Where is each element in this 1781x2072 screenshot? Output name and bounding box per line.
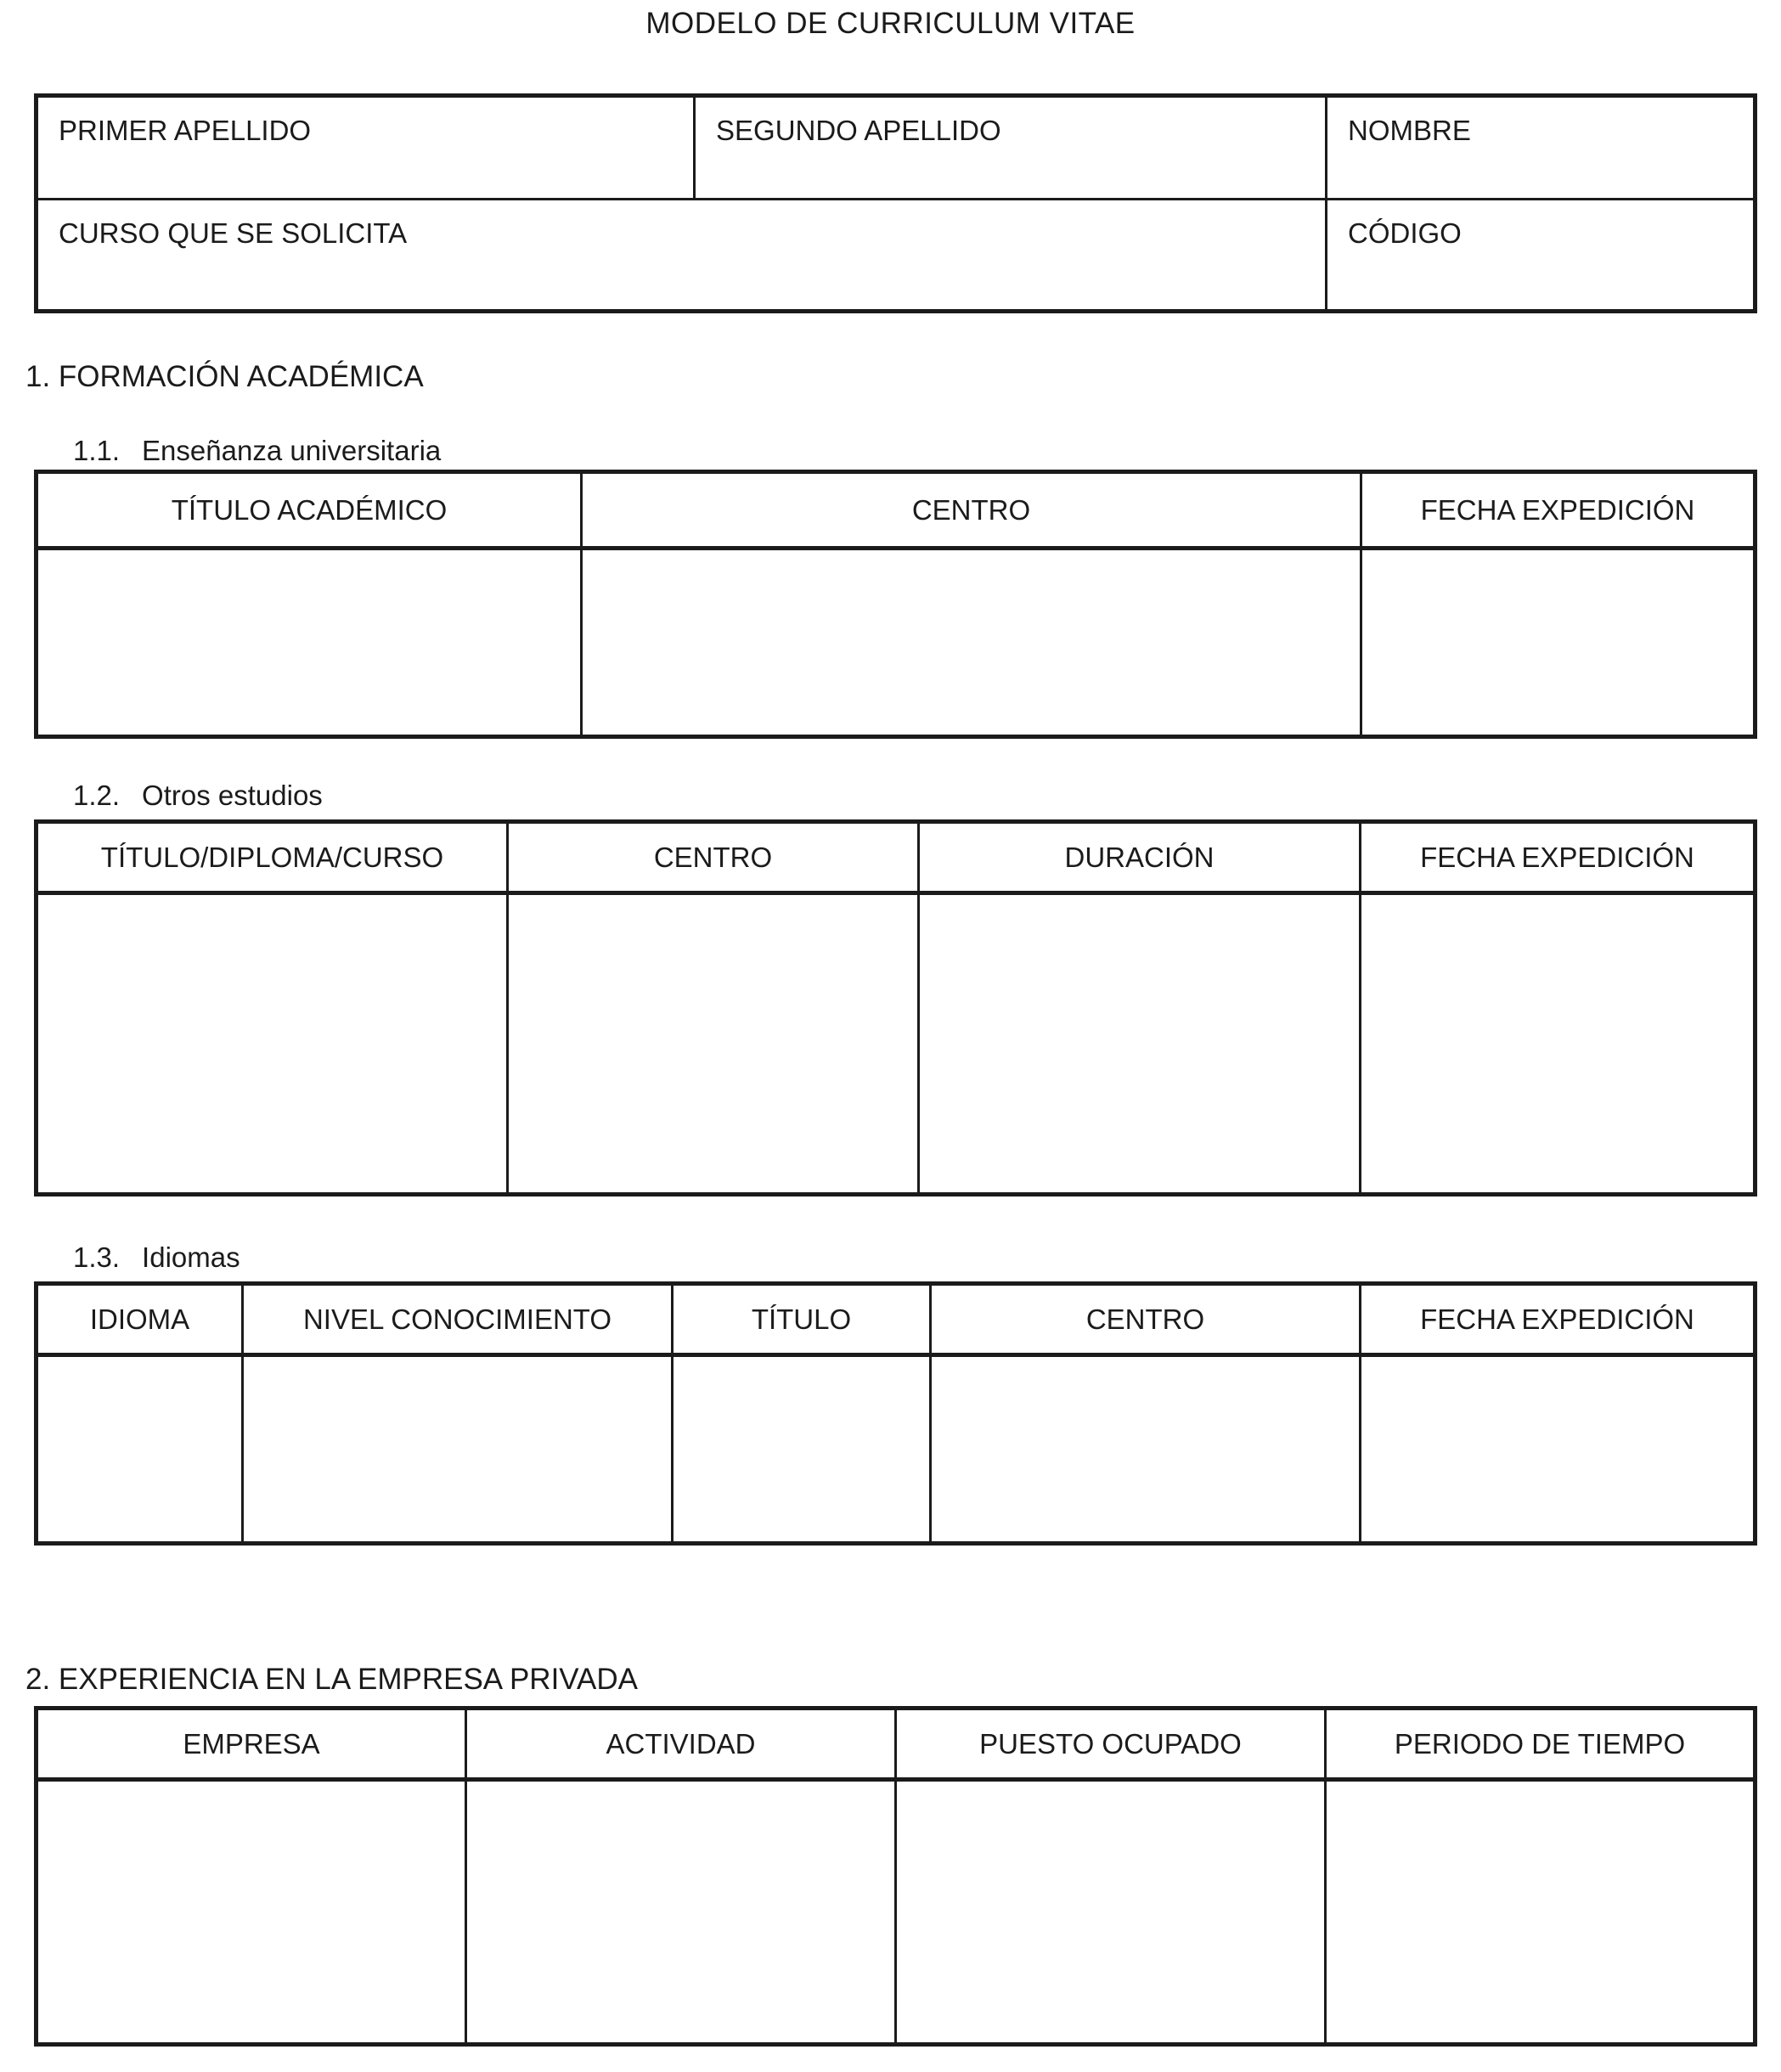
otros-estudios-table (34, 819, 1757, 1196)
table-header-row (37, 472, 1756, 549)
blank-cell (1361, 549, 1756, 737)
table-row (37, 96, 1756, 200)
table-header-row (37, 822, 1756, 893)
column-header-centro: CENTRO (931, 1284, 1361, 1355)
subsection-idiomas-heading (73, 1242, 240, 1274)
column-header-empresa: EMPRESA (37, 1709, 466, 1780)
column-header-puesto-ocupado: PUESTO OCUPADO (896, 1709, 1326, 1780)
blank-cell (896, 1780, 1326, 2045)
column-header-centro: CENTRO (582, 472, 1361, 549)
subsection-number: 1.3. (73, 1242, 121, 1273)
table-row (37, 1780, 1756, 2045)
blank-cell (1361, 893, 1756, 1195)
column-header-periodo-de-tiempo: PERIODO DE TIEMPO (1326, 1709, 1756, 1780)
field-primer-apellido: PRIMER APELLIDO (37, 96, 695, 200)
table-row (37, 549, 1756, 737)
column-header-duracion: DURACIÓN (919, 822, 1361, 893)
blank-cell (37, 549, 582, 737)
blank-cell (919, 893, 1361, 1195)
blank-cell (243, 1355, 673, 1544)
table-row (37, 200, 1756, 312)
column-header-titulo-academico: TÍTULO ACADÉMICO (37, 472, 582, 549)
column-header-fecha-expedicion: FECHA EXPEDICIÓN (1361, 1284, 1756, 1355)
section-experiencia-heading: 2. EXPERIENCIA EN LA EMPRESA PRIVADA (25, 1663, 639, 1696)
table-header-row (37, 1709, 1756, 1780)
column-header-titulo: TÍTULO (673, 1284, 931, 1355)
blank-cell (466, 1780, 896, 2045)
table-row (37, 1355, 1756, 1544)
field-curso-solicitado: CURSO QUE SE SOLICITA (37, 200, 1327, 312)
blank-cell (1326, 1780, 1756, 2045)
document-title: MODELO DE CURRICULUM VITAE (645, 7, 1136, 40)
experiencia-empresa-table (34, 1706, 1757, 2047)
subsection-label: Idiomas (142, 1242, 240, 1273)
table-header-row (37, 1284, 1756, 1355)
subsection-label: Otros estudios (142, 780, 323, 811)
column-header-centro: CENTRO (508, 822, 919, 893)
subsection-ensenanza-universitaria-heading (73, 435, 441, 467)
blank-cell (508, 893, 919, 1195)
field-segundo-apellido: SEGUNDO APELLIDO (695, 96, 1327, 200)
column-header-idioma: IDIOMA (37, 1284, 243, 1355)
idiomas-table (34, 1281, 1757, 1546)
section-formacion-academica-heading: 1. FORMACIÓN ACADÉMICA (25, 360, 424, 393)
subsection-label: Enseñanza universitaria (142, 435, 442, 466)
blank-cell (37, 1780, 466, 2045)
field-nombre: NOMBRE (1327, 96, 1756, 200)
blank-cell (582, 549, 1361, 737)
blank-cell (37, 893, 508, 1195)
column-header-fecha-expedicion: FECHA EXPEDICIÓN (1361, 472, 1756, 549)
blank-cell (931, 1355, 1361, 1544)
ensenanza-universitaria-table (34, 470, 1757, 739)
blank-cell (37, 1355, 243, 1544)
column-header-fecha-expedicion: FECHA EXPEDICIÓN (1361, 822, 1756, 893)
field-codigo: CÓDIGO (1327, 200, 1756, 312)
table-row (37, 893, 1756, 1195)
blank-cell (1361, 1355, 1756, 1544)
subsection-number: 1.1. (73, 435, 121, 466)
subsection-number: 1.2. (73, 780, 121, 811)
column-header-titulo-diploma-curso: TÍTULO/DIPLOMA/CURSO (37, 822, 508, 893)
applicant-info-table (34, 93, 1757, 313)
subsection-otros-estudios-heading (73, 780, 323, 812)
column-header-actividad: ACTIVIDAD (466, 1709, 896, 1780)
column-header-nivel-conocimiento: NIVEL CONOCIMIENTO (243, 1284, 673, 1355)
blank-cell (673, 1355, 931, 1544)
